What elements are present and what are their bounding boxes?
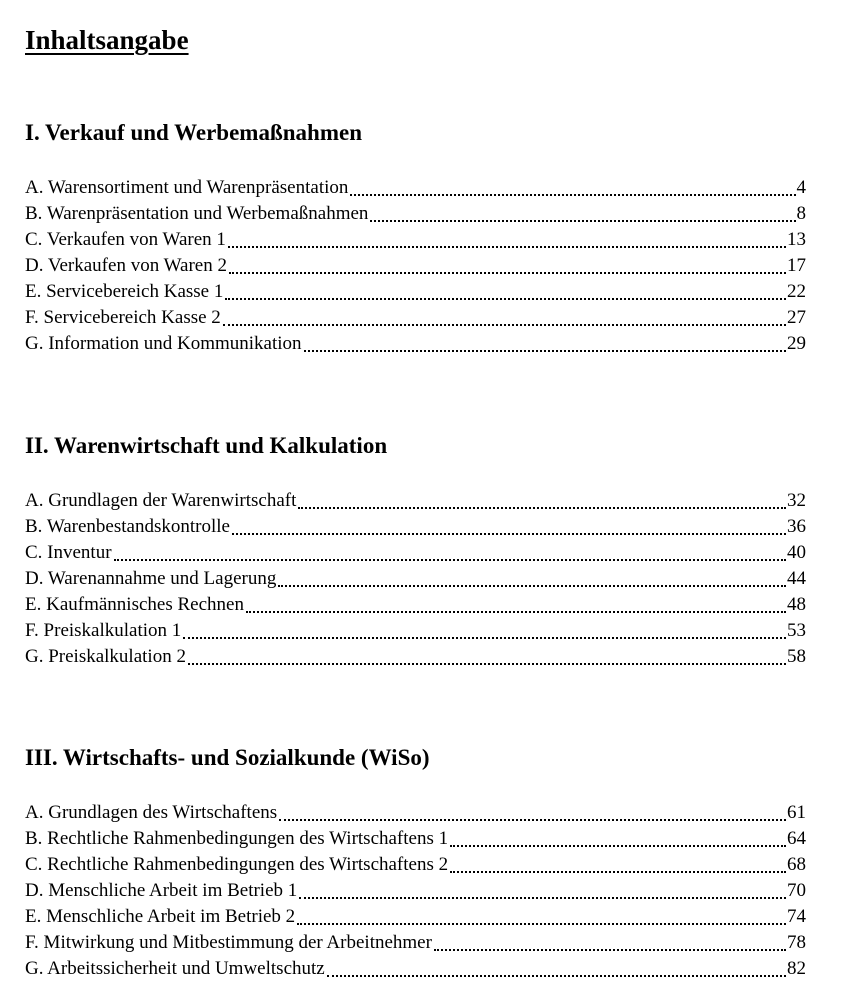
toc-entry-page: 13	[787, 229, 806, 250]
toc-entry-label: E. Kaufmännisches Rechnen	[25, 594, 244, 615]
dot-leader	[228, 246, 786, 248]
dot-leader	[370, 220, 795, 222]
dot-leader	[225, 298, 786, 300]
toc-list	[25, 798, 806, 980]
toc-entry-page: 8	[796, 203, 806, 224]
dot-leader	[450, 871, 786, 873]
toc-entry-page: 22	[787, 281, 806, 302]
toc-entry-label: D. Menschliche Arbeit im Betrieb 1	[25, 880, 298, 901]
toc-entry-page: 74	[787, 906, 806, 927]
toc-list	[25, 486, 806, 668]
toc-entry[interactable]	[25, 954, 806, 980]
toc-entry-page: 17	[787, 255, 806, 276]
toc-entry-label: A. Grundlagen des Wirtschaftens	[25, 802, 278, 823]
toc-entry-page: 27	[787, 307, 806, 328]
section-heading: I. Verkauf und Werbemaßnahmen	[25, 120, 362, 145]
toc-entry[interactable]	[25, 329, 806, 355]
dot-leader	[188, 663, 786, 665]
toc-entry[interactable]	[25, 616, 806, 642]
toc-entry-label: G. Arbeitssicherheit und Umweltschutz	[25, 958, 325, 979]
toc-entry-page: 78	[787, 932, 806, 953]
toc-entry-page: 29	[787, 333, 806, 354]
dot-leader	[297, 923, 786, 925]
toc-entry[interactable]	[25, 199, 806, 225]
toc-entry-label: B. Warenbestandskontrolle	[25, 516, 230, 537]
toc-entry-page: 4	[796, 177, 806, 198]
dot-leader	[304, 350, 786, 352]
toc-entry-page: 40	[787, 542, 806, 563]
toc-entry[interactable]	[25, 512, 806, 538]
toc-entry-label: C. Inventur	[25, 542, 112, 563]
toc-entry[interactable]	[25, 798, 806, 824]
dot-leader	[450, 845, 786, 847]
toc-entry-page: 44	[787, 568, 806, 589]
toc-entry[interactable]	[25, 303, 806, 329]
toc-entry-page: 82	[787, 958, 806, 979]
toc-entry[interactable]	[25, 277, 806, 303]
toc-entry-label: C. Rechtliche Rahmenbedingungen des Wirtschaftens 2	[25, 854, 449, 875]
toc-entry[interactable]	[25, 850, 806, 876]
toc-entry-label: B. Warenpräsentation und Werbemaßnahmen	[25, 203, 369, 224]
toc-entry[interactable]	[25, 928, 806, 954]
toc-entry[interactable]	[25, 486, 806, 512]
toc-entry-label: E. Servicebereich Kasse 1	[25, 281, 224, 302]
toc-entry-label: B. Rechtliche Rahmenbedingungen des Wirtschaftens 1	[25, 828, 449, 849]
toc-entry-label: G. Preiskalkulation 2	[25, 646, 186, 667]
toc-entry-label: F. Mitwirkung und Mitbestimmung der Arbeitnehmer	[25, 932, 432, 953]
toc-section-1	[25, 118, 806, 355]
toc-entry[interactable]	[25, 590, 806, 616]
dot-leader	[350, 194, 795, 196]
toc-entry-page: 58	[787, 646, 806, 667]
dot-leader	[223, 324, 786, 326]
toc-entry-page: 68	[787, 854, 806, 875]
toc-entry-label: C. Verkaufen von Waren 1	[25, 229, 226, 250]
dot-leader	[246, 611, 786, 613]
section-heading: II. Warenwirtschaft und Kalkulation	[25, 433, 388, 458]
toc-list	[25, 173, 806, 355]
section-heading: III. Wirtschafts- und Sozialkunde (WiSo)	[25, 745, 430, 770]
toc-entry-label: D. Warenannahme und Lagerung	[25, 568, 277, 589]
toc-section-3	[25, 743, 806, 980]
toc-entry-label: G. Information und Kommunikation	[25, 333, 302, 354]
toc-entry[interactable]	[25, 564, 806, 590]
dot-leader	[232, 533, 786, 535]
toc-entry-page: 70	[787, 880, 806, 901]
dot-leader	[278, 585, 786, 587]
dot-leader	[434, 949, 786, 951]
toc-entry[interactable]	[25, 902, 806, 928]
toc-entry-page: 48	[787, 594, 806, 615]
toc-entry[interactable]	[25, 824, 806, 850]
dot-leader	[299, 897, 786, 899]
toc-entry-page: 64	[787, 828, 806, 849]
page-title: Inhaltsangabe	[25, 25, 189, 55]
toc-entry-label: D. Verkaufen von Waren 2	[25, 255, 227, 276]
toc-entry[interactable]	[25, 876, 806, 902]
toc-entry[interactable]	[25, 538, 806, 564]
toc-entry[interactable]	[25, 225, 806, 251]
toc-entry[interactable]	[25, 173, 806, 199]
toc-entry-label: E. Menschliche Arbeit im Betrieb 2	[25, 906, 296, 927]
toc-entry-label: F. Preiskalkulation 1	[25, 620, 182, 641]
toc-entry-label: F. Servicebereich Kasse 2	[25, 307, 221, 328]
toc-entry-label: A. Grundlagen der Warenwirtschaft	[25, 490, 297, 511]
dot-leader	[114, 559, 786, 561]
toc-entry-page: 53	[787, 620, 806, 641]
dot-leader	[229, 272, 786, 274]
toc-entry-page: 36	[787, 516, 806, 537]
dot-leader	[279, 819, 786, 821]
dot-leader	[298, 507, 786, 509]
dot-leader	[327, 975, 786, 977]
toc-entry-page: 61	[787, 802, 806, 823]
toc-section-2	[25, 431, 806, 668]
toc-entry[interactable]	[25, 642, 806, 668]
toc-entry-page: 32	[787, 490, 806, 511]
toc-entry[interactable]	[25, 251, 806, 277]
dot-leader	[183, 637, 786, 639]
toc-entry-label: A. Warensortiment und Warenpräsentation	[25, 177, 349, 198]
